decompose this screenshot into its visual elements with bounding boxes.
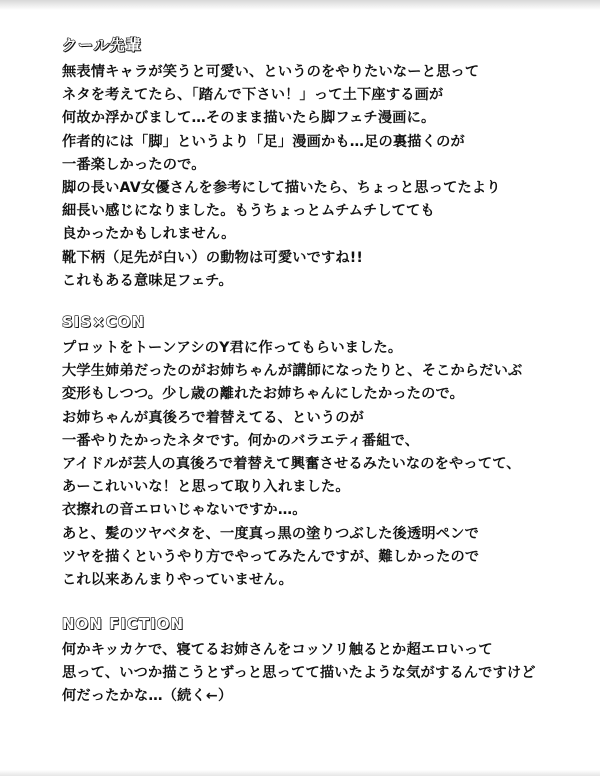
section-sis-con bbox=[62, 312, 562, 592]
text-line: 大学生姉弟だったのがお姉ちゃんが講師になったりと、そこからだいぶ bbox=[62, 363, 523, 380]
text-line: プロットをトーンアシのY君に作ってもらいました。 bbox=[62, 340, 403, 356]
text-line: 作者的には「脚」というより「足」漫画かも…足の裏描くのが bbox=[62, 133, 465, 150]
text-line: 無表情キャラが笑うと可愛い、というのをやりたいなーと思って bbox=[62, 64, 480, 80]
text-line: 一番楽しかったので。 bbox=[62, 156, 206, 173]
text-line: 変形もしつつ。少し歳の離れたお姉ちゃんにしたかったので。 bbox=[62, 386, 465, 403]
text-line: 細長い感じになりました。もうちょっとムチムチしてても bbox=[62, 203, 435, 220]
text-line: アイドルが芸人の真後ろで着替えて興奮させるみたいなのをやってて、 bbox=[62, 456, 521, 473]
text-line: 良かったかもしれません。 bbox=[62, 226, 236, 243]
text-line: 衣擦れの音エロいじゃないですか…。 bbox=[62, 502, 307, 519]
text-line: あと、髪のツヤベタを、一度真っ黒の塗りつぶした後透明ペンで bbox=[62, 525, 479, 542]
text-line: あーこれいいな！と思って取り入れました。 bbox=[62, 479, 350, 496]
text-line: 一番やりたかったネタです。何かのバラエティ番組で、 bbox=[62, 432, 420, 449]
text-line: お姉ちゃんが真後ろで着替えてる、というのが bbox=[62, 409, 364, 426]
scan-edge-shadow bbox=[0, 0, 600, 10]
text-line: 何故か浮かびまして…そのまま描いたら脚フェチ漫画に。 bbox=[62, 110, 436, 127]
section-cool-senpai bbox=[62, 34, 562, 293]
section-heading: クール先輩 bbox=[62, 36, 142, 54]
text-line: 脚の長いAV女優さんを参考にして描いたら、ちょっと思ってたより bbox=[62, 180, 501, 197]
text-line: これもある意味足フェチ。 bbox=[62, 272, 233, 289]
text-line: 思って、いつか描こうとずっと思ってて描いたような気がするんですけど bbox=[62, 665, 536, 682]
scan-bottom-edge bbox=[0, 770, 600, 776]
text-line: ネタを考えてたら、「踏んで下さい！」って土下座する画が bbox=[62, 87, 444, 104]
section-non-fiction bbox=[62, 614, 562, 709]
text-line: これ以来あんまりやっていません。 bbox=[62, 572, 294, 589]
text-line: 何だったかな…（続く←） bbox=[62, 688, 233, 705]
section-heading: NON FICTION bbox=[62, 615, 185, 633]
text-line: ツヤを描くというやり方でやってみたんですが、難しかったので bbox=[62, 548, 480, 565]
section-heading: SIS×CON bbox=[62, 313, 146, 331]
text-line: 靴下柄（足先が白い）の動物は可愛いですね!! bbox=[62, 249, 364, 266]
text-line: 何かキッカケで、寝てるお姉さんをコッソリ触るとか超エロいって bbox=[62, 642, 493, 658]
